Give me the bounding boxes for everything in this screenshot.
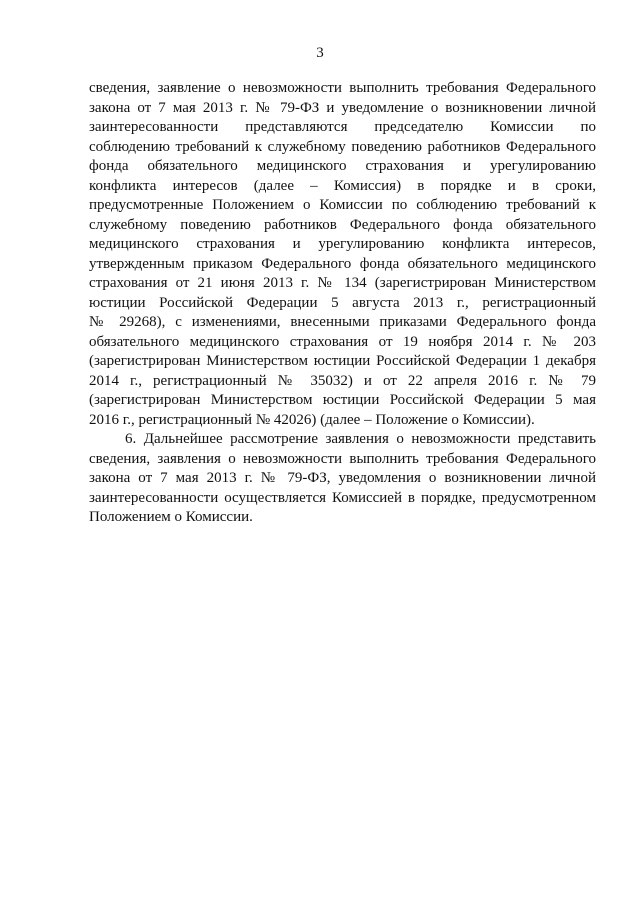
text-line: заинтересованности представляются председателю Комиссии по	[89, 119, 596, 135]
text-line: фонда обязательного медицинского страхования и урегулированию	[89, 158, 596, 174]
text-line: страхования от 21 июня 2013 г. № 134 (зарегистрирован Министерством	[89, 275, 596, 291]
text-line: юстиции Российской Федерации 5 августа 2013 г., регистрационный	[89, 294, 596, 311]
text-line: 6. Дальнейшее рассмотрение заявления о невозможности представить	[125, 431, 596, 447]
text-line: сведения, заявления о невозможности выполнить требования Федерального	[89, 450, 596, 467]
text-line: служебному поведению работников Федерального фонда обязательного	[89, 216, 596, 233]
text-line: обязательного медицинского страхования от 19 ноября 2014 г. № 203	[89, 333, 596, 350]
text-line: (зарегистрирован Министерством юстиции Российской Федерации 5 мая	[89, 392, 596, 408]
text-line: № 29268), с изменениями, внесенными приказами Федерального фонда	[89, 314, 596, 330]
text-line: 2014 г., регистрационный № 35032) и от 22 апреля 2016 г. № 79	[89, 372, 596, 389]
text-line: сведения, заявление о невозможности выполнить требования Федерального	[89, 80, 596, 96]
text-line: соблюдению требований к служебному поведению работников Федерального	[89, 138, 596, 155]
text-line: медицинского страхования и урегулированию конфликта интересов,	[89, 236, 596, 252]
text-line: Положением о Комиссии.	[89, 509, 253, 525]
text-line: закона от 7 мая 2013 г. № 79-ФЗ и уведомление о возникновении личной	[89, 99, 596, 116]
text-line: 2016 г., регистрационный № 42026) (далее – Положение о Комиссии).	[89, 411, 535, 428]
text-line: заинтересованности осуществляется Комиссией в порядке, предусмотренном	[89, 489, 596, 506]
text-line: закона от 7 мая 2013 г. № 79-ФЗ, уведомления о возникновении личной	[89, 470, 596, 486]
text-line: предусмотренные Положением о Комиссии по соблюдению требований к	[89, 197, 596, 213]
text-line: (зарегистрирован Министерством юстиции Российской Федерации 1 декабря	[89, 353, 596, 369]
document-body	[89, 79, 596, 528]
page-number: 3	[316, 45, 324, 61]
text-line: утвержденным приказом Федерального фонда обязательного медицинского	[89, 255, 596, 272]
text-line: конфликта интересов (далее – Комиссия) в порядке и в сроки,	[89, 177, 596, 194]
